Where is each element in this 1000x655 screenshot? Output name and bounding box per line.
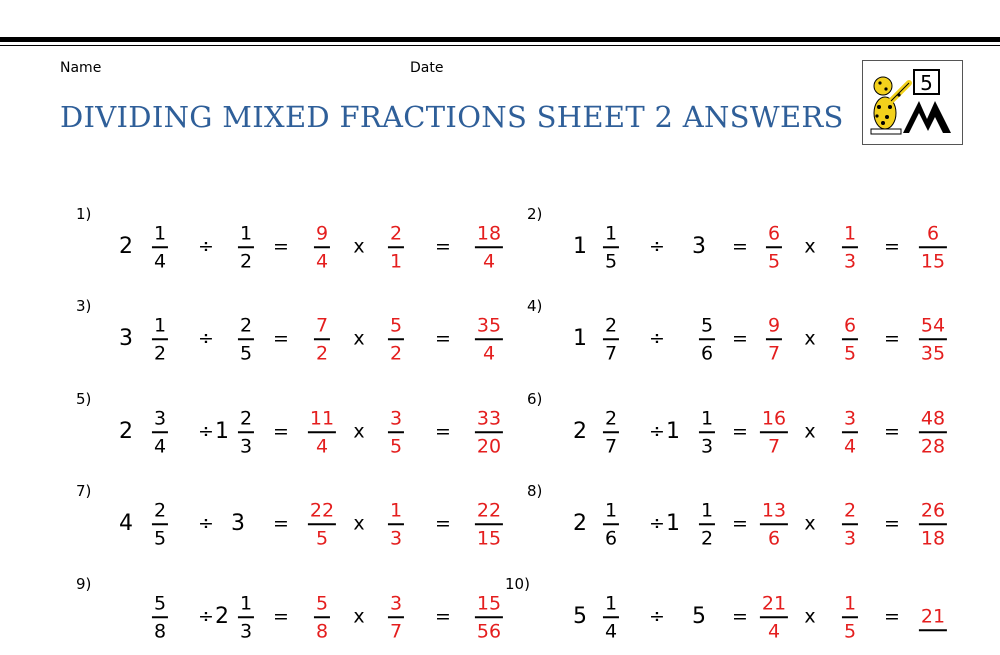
problem-2 bbox=[527, 205, 967, 285]
logo-number: 5 bbox=[920, 71, 933, 95]
top-rule-thick bbox=[0, 37, 1000, 42]
problem-6 bbox=[527, 390, 967, 470]
result-fraction bbox=[919, 603, 947, 631]
name-label: Name bbox=[60, 60, 102, 76]
result-fraction bbox=[475, 312, 503, 366]
result-fraction-denominator: 15 bbox=[476, 526, 502, 549]
answer-fraction-2-denominator: 3 bbox=[843, 526, 857, 549]
times-sign: x bbox=[804, 420, 816, 443]
result-fraction-numerator: 54 bbox=[920, 314, 946, 337]
equals-sign-2: = bbox=[884, 420, 900, 443]
answer-fraction-1-denominator: 4 bbox=[315, 249, 329, 272]
fraction-1-numerator: 2 bbox=[153, 499, 167, 522]
fraction-1 bbox=[152, 590, 168, 644]
result-fraction-denominator: 4 bbox=[482, 249, 496, 272]
fraction-2-denominator: 2 bbox=[700, 526, 714, 549]
times-sign: x bbox=[353, 235, 365, 258]
fraction-1-numerator: 1 bbox=[604, 222, 618, 245]
answer-fraction-1-numerator: 13 bbox=[761, 499, 787, 522]
fraction-1-numerator: 5 bbox=[153, 592, 167, 615]
result-fraction-denominator: 35 bbox=[920, 341, 946, 364]
divide-sign: ÷ bbox=[198, 327, 214, 350]
result-fraction bbox=[919, 220, 947, 274]
result-fraction bbox=[919, 405, 947, 459]
answer-fraction-1 bbox=[314, 590, 330, 644]
equals-sign-2: = bbox=[435, 512, 451, 535]
divide-sign: ÷ bbox=[198, 512, 214, 535]
fraction-1 bbox=[603, 497, 619, 551]
times-sign: x bbox=[353, 512, 365, 535]
answer-fraction-1 bbox=[314, 220, 330, 274]
result-fraction-numerator: 26 bbox=[920, 499, 946, 522]
fraction-2-numerator: 1 bbox=[239, 222, 253, 245]
answer-fraction-1-numerator: 21 bbox=[761, 592, 787, 615]
answer-fraction-1-numerator: 5 bbox=[315, 592, 329, 615]
equals-sign-2: = bbox=[884, 605, 900, 628]
whole-number-2: 1 bbox=[215, 419, 229, 444]
whole-number-1: 1 bbox=[573, 326, 587, 351]
result-fraction-denominator: 28 bbox=[920, 434, 946, 457]
top-rule-thin bbox=[0, 45, 1000, 46]
answer-fraction-2-numerator: 2 bbox=[389, 222, 403, 245]
fraction-2 bbox=[238, 220, 254, 274]
equals-sign-2: = bbox=[435, 327, 451, 350]
fraction-2-numerator: 1 bbox=[700, 499, 714, 522]
fraction-1-denominator: 4 bbox=[153, 249, 167, 272]
result-fraction-numerator: 35 bbox=[476, 314, 502, 337]
fraction-2 bbox=[699, 312, 715, 366]
fraction-1-numerator: 1 bbox=[153, 314, 167, 337]
whole-number-1: 1 bbox=[573, 234, 587, 259]
problem-3 bbox=[76, 297, 516, 377]
result-fraction-numerator: 33 bbox=[476, 407, 502, 430]
result-fraction-numerator: 6 bbox=[926, 222, 940, 245]
result-fraction bbox=[475, 405, 503, 459]
fraction-1-numerator: 1 bbox=[604, 499, 618, 522]
answer-fraction-2 bbox=[388, 405, 404, 459]
fraction-2 bbox=[699, 497, 715, 551]
answer-fraction-1-numerator: 11 bbox=[309, 407, 335, 430]
answer-fraction-2 bbox=[842, 312, 858, 366]
answer-fraction-1-numerator: 7 bbox=[315, 314, 329, 337]
equals-sign-1: = bbox=[732, 420, 748, 443]
answer-fraction-1-denominator: 5 bbox=[315, 526, 329, 549]
equals-sign-2: = bbox=[435, 420, 451, 443]
result-fraction-denominator: 4 bbox=[482, 341, 496, 364]
problem-7 bbox=[76, 482, 516, 562]
fraction-2-denominator: 3 bbox=[239, 619, 253, 642]
answer-fraction-2-numerator: 1 bbox=[843, 592, 857, 615]
divide-sign: ÷ bbox=[649, 605, 665, 628]
fraction-2-numerator: 1 bbox=[239, 592, 253, 615]
answer-fraction-1 bbox=[766, 312, 782, 366]
equals-sign-2: = bbox=[435, 605, 451, 628]
fraction-1-numerator: 2 bbox=[604, 314, 618, 337]
leopard-math-logo-icon bbox=[863, 61, 962, 144]
answer-fraction-2-denominator: 5 bbox=[843, 341, 857, 364]
answer-fraction-1 bbox=[308, 497, 336, 551]
answer-fraction-2-numerator: 2 bbox=[843, 499, 857, 522]
result-fraction-denominator: 18 bbox=[920, 526, 946, 549]
whole-number-1: 3 bbox=[119, 326, 133, 351]
times-sign: x bbox=[353, 605, 365, 628]
fraction-1 bbox=[603, 312, 619, 366]
times-sign: x bbox=[804, 327, 816, 350]
answer-fraction-1 bbox=[760, 590, 788, 644]
equals-sign-2: = bbox=[884, 327, 900, 350]
answer-fraction-1-numerator: 9 bbox=[315, 222, 329, 245]
equals-sign-2: = bbox=[884, 512, 900, 535]
divide-sign: ÷ bbox=[198, 235, 214, 258]
whole-number-2: 3 bbox=[231, 511, 245, 536]
answer-fraction-1-denominator: 7 bbox=[767, 341, 781, 364]
fraction-1-numerator: 1 bbox=[153, 222, 167, 245]
problem-1 bbox=[76, 205, 516, 285]
fraction-2-numerator: 5 bbox=[700, 314, 714, 337]
equals-sign-2: = bbox=[884, 235, 900, 258]
equals-sign-1: = bbox=[273, 235, 289, 258]
divide-sign: ÷ bbox=[649, 327, 665, 350]
whole-number-1: 5 bbox=[573, 604, 587, 629]
problem-number: 9) bbox=[76, 575, 92, 593]
fraction-1 bbox=[152, 220, 168, 274]
answer-fraction-2-denominator: 4 bbox=[843, 434, 857, 457]
whole-number-2: 1 bbox=[666, 419, 680, 444]
fraction-1 bbox=[152, 405, 168, 459]
fraction-1-numerator: 2 bbox=[604, 407, 618, 430]
times-sign: x bbox=[804, 512, 816, 535]
date-label: Date bbox=[410, 60, 444, 76]
answer-fraction-2-numerator: 1 bbox=[389, 499, 403, 522]
problem-4 bbox=[527, 297, 967, 377]
answer-fraction-1-numerator: 6 bbox=[767, 222, 781, 245]
fraction-1-numerator: 1 bbox=[604, 592, 618, 615]
equals-sign-1: = bbox=[273, 605, 289, 628]
result-fraction bbox=[475, 220, 503, 274]
divide-sign: ÷ bbox=[649, 512, 665, 535]
fraction-1-denominator: 5 bbox=[153, 526, 167, 549]
fraction-2-denominator: 5 bbox=[239, 341, 253, 364]
problem-number: 4) bbox=[527, 297, 543, 315]
problem-number: 1) bbox=[76, 205, 92, 223]
fraction-1-denominator: 2 bbox=[153, 341, 167, 364]
problem-number: 7) bbox=[76, 482, 92, 500]
answer-fraction-2-denominator: 3 bbox=[843, 249, 857, 272]
problem-number: 10) bbox=[505, 575, 530, 593]
answer-fraction-2 bbox=[842, 590, 858, 644]
times-sign: x bbox=[804, 605, 816, 628]
equals-sign-1: = bbox=[273, 327, 289, 350]
problem-8 bbox=[527, 482, 967, 562]
answer-fraction-2-numerator: 6 bbox=[843, 314, 857, 337]
fraction-1-denominator: 6 bbox=[604, 526, 618, 549]
answer-fraction-2 bbox=[842, 405, 858, 459]
answer-fraction-2-denominator: 5 bbox=[843, 619, 857, 642]
result-fraction-numerator: 18 bbox=[476, 222, 502, 245]
answer-fraction-2 bbox=[842, 497, 858, 551]
times-sign: x bbox=[804, 235, 816, 258]
answer-fraction-2-denominator: 2 bbox=[389, 341, 403, 364]
answer-fraction-2 bbox=[388, 312, 404, 366]
problem-number: 2) bbox=[527, 205, 543, 223]
answer-fraction-1-denominator: 5 bbox=[767, 249, 781, 272]
fraction-1 bbox=[603, 405, 619, 459]
result-fraction-numerator: 15 bbox=[476, 592, 502, 615]
answer-fraction-1-denominator: 2 bbox=[315, 341, 329, 364]
result-fraction-denominator: 56 bbox=[476, 619, 502, 642]
fraction-1-denominator: 8 bbox=[153, 619, 167, 642]
fraction-2-numerator: 2 bbox=[239, 407, 253, 430]
fraction-1-denominator: 7 bbox=[604, 434, 618, 457]
fraction-2 bbox=[238, 405, 254, 459]
answer-fraction-2-numerator: 3 bbox=[389, 407, 403, 430]
answer-fraction-1 bbox=[314, 312, 330, 366]
times-sign: x bbox=[353, 327, 365, 350]
answer-fraction-2 bbox=[388, 220, 404, 274]
answer-fraction-2-denominator: 7 bbox=[389, 619, 403, 642]
problem-number: 3) bbox=[76, 297, 92, 315]
divide-sign: ÷ bbox=[649, 235, 665, 258]
fraction-2 bbox=[238, 312, 254, 366]
whole-number-2: 3 bbox=[692, 234, 706, 259]
fraction-1-denominator: 5 bbox=[604, 249, 618, 272]
equals-sign-1: = bbox=[273, 512, 289, 535]
answer-fraction-2-denominator: 3 bbox=[389, 526, 403, 549]
equals-sign-1: = bbox=[732, 327, 748, 350]
equals-sign-1: = bbox=[732, 512, 748, 535]
fraction-1-denominator: 4 bbox=[604, 619, 618, 642]
whole-number-2: 2 bbox=[215, 604, 229, 629]
answer-fraction-2 bbox=[388, 497, 404, 551]
result-fraction-denominator: 20 bbox=[476, 434, 502, 457]
fraction-2-numerator: 2 bbox=[239, 314, 253, 337]
fraction-1-denominator: 7 bbox=[604, 341, 618, 364]
fraction-1 bbox=[603, 220, 619, 274]
equals-sign-1: = bbox=[273, 420, 289, 443]
answer-fraction-1-numerator: 16 bbox=[761, 407, 787, 430]
fraction-1 bbox=[603, 590, 619, 644]
problem-10 bbox=[505, 575, 967, 655]
result-fraction bbox=[475, 590, 503, 644]
whole-number-1: 2 bbox=[573, 511, 587, 536]
result-fraction-numerator: 21 bbox=[920, 605, 946, 628]
result-fraction bbox=[919, 497, 947, 551]
answer-fraction-2-numerator: 3 bbox=[389, 592, 403, 615]
whole-number-1: 2 bbox=[573, 419, 587, 444]
answer-fraction-2-denominator: 1 bbox=[389, 249, 403, 272]
whole-number-1: 2 bbox=[119, 234, 133, 259]
worksheet-logo bbox=[862, 60, 963, 145]
divide-sign: ÷ bbox=[198, 605, 214, 628]
fraction-1 bbox=[152, 497, 168, 551]
answer-fraction-1 bbox=[766, 220, 782, 274]
divide-sign: ÷ bbox=[198, 420, 214, 443]
problem-number: 8) bbox=[527, 482, 543, 500]
answer-fraction-2 bbox=[842, 220, 858, 274]
equals-sign-1: = bbox=[732, 605, 748, 628]
equals-sign-2: = bbox=[435, 235, 451, 258]
answer-fraction-1-numerator: 22 bbox=[309, 499, 335, 522]
fraction-2-denominator: 6 bbox=[700, 341, 714, 364]
answer-fraction-1-denominator: 4 bbox=[315, 434, 329, 457]
whole-number-1: 4 bbox=[119, 511, 133, 536]
answer-fraction-1-denominator: 7 bbox=[767, 434, 781, 457]
result-fraction-numerator: 22 bbox=[476, 499, 502, 522]
answer-fraction-1 bbox=[760, 497, 788, 551]
fraction-2-numerator: 1 bbox=[700, 407, 714, 430]
answer-fraction-1-numerator: 9 bbox=[767, 314, 781, 337]
answer-fraction-2-numerator: 3 bbox=[843, 407, 857, 430]
answer-fraction-1-denominator: 4 bbox=[767, 619, 781, 642]
whole-number-2: 1 bbox=[666, 511, 680, 536]
result-fraction-numerator: 48 bbox=[920, 407, 946, 430]
answer-fraction-2-numerator: 5 bbox=[389, 314, 403, 337]
divide-sign: ÷ bbox=[649, 420, 665, 443]
problem-number: 5) bbox=[76, 390, 92, 408]
answer-fraction-2-numerator: 1 bbox=[843, 222, 857, 245]
fraction-1-denominator: 4 bbox=[153, 434, 167, 457]
equals-sign-1: = bbox=[732, 235, 748, 258]
problem-number: 6) bbox=[527, 390, 543, 408]
times-sign: x bbox=[353, 420, 365, 443]
answer-fraction-1 bbox=[760, 405, 788, 459]
page-title: DIVIDING MIXED FRACTIONS SHEET 2 ANSWERS bbox=[60, 100, 844, 134]
answer-fraction-1 bbox=[308, 405, 336, 459]
whole-number-1: 2 bbox=[119, 419, 133, 444]
answer-fraction-1-denominator: 6 bbox=[767, 526, 781, 549]
answer-fraction-2-denominator: 5 bbox=[389, 434, 403, 457]
fraction-2-denominator: 3 bbox=[239, 434, 253, 457]
result-fraction-bar bbox=[919, 629, 947, 631]
fraction-2-denominator: 3 bbox=[700, 434, 714, 457]
fraction-1 bbox=[152, 312, 168, 366]
answer-fraction-1-denominator: 8 bbox=[315, 619, 329, 642]
problem-9 bbox=[76, 575, 516, 655]
result-fraction-denominator: 15 bbox=[920, 249, 946, 272]
fraction-2-denominator: 2 bbox=[239, 249, 253, 272]
whole-number-2: 5 bbox=[692, 604, 706, 629]
fraction-1-numerator: 3 bbox=[153, 407, 167, 430]
fraction-2 bbox=[238, 590, 254, 644]
answer-fraction-2 bbox=[388, 590, 404, 644]
result-fraction bbox=[919, 312, 947, 366]
problem-5 bbox=[76, 390, 516, 470]
result-fraction bbox=[475, 497, 503, 551]
fraction-2 bbox=[699, 405, 715, 459]
